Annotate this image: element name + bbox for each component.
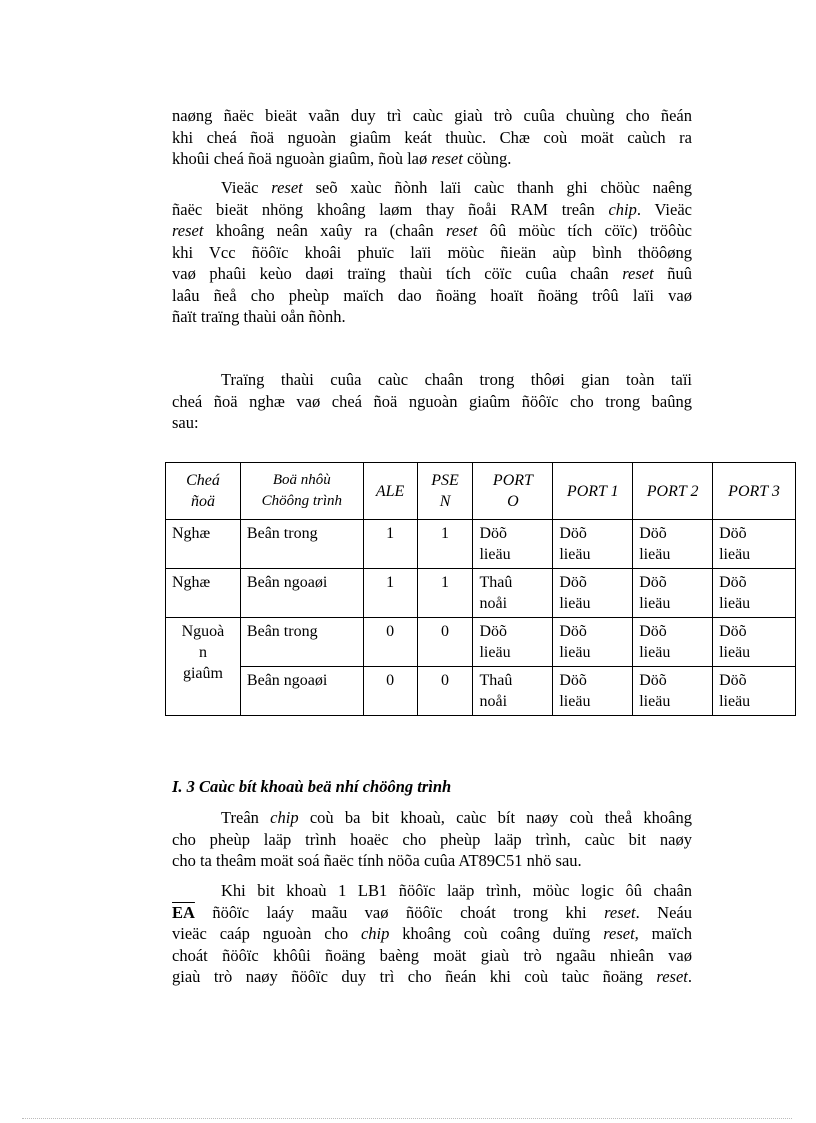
cell-port2	[633, 667, 713, 716]
table-row	[166, 520, 796, 569]
cell-text: Döõ	[559, 672, 587, 689]
text-run: khoûi cheá ñoä nguoàn giaûm, ñoù laø	[172, 149, 432, 168]
cell-text: Döõ	[719, 672, 747, 689]
cell-port1	[553, 520, 633, 569]
cell-port1	[553, 618, 633, 667]
cell-ale: 0	[363, 667, 417, 716]
text-run: khoâng neân xaûy ra (chaân	[203, 221, 446, 240]
text-run: ñaëc bieät nhöng khoâng laøm thay ñoåi RAM treân	[172, 199, 609, 219]
text-run: .	[687, 967, 692, 986]
cell-mode: Nghæ	[166, 520, 241, 569]
header-text: ñoä	[190, 493, 215, 510]
cell-mode-power-down	[166, 618, 241, 716]
text-line: Khi bit khoaù 1 LB1 ñöôïc laäp trình, möùc logic ôû chaân	[221, 881, 692, 900]
text-line: cho pheùp laäp trình hoaëc cho pheùp laäp trình, caùc bit naøy	[172, 829, 692, 849]
cell-psen: 1	[417, 569, 473, 618]
cell-ale: 0	[363, 618, 417, 667]
cell-text: giaûm	[182, 665, 223, 682]
text-line: khi cheá ñoä nguoàn giaûm keát thuùc. Chæ coù moät caùch ra	[172, 127, 692, 147]
cell-text: lieäu	[479, 546, 511, 563]
text-line	[172, 148, 692, 170]
header-program-memory	[240, 463, 363, 520]
cell-port2	[633, 569, 713, 618]
cell-text: Döõ	[719, 623, 747, 640]
header-port1: PORT 1	[553, 463, 633, 520]
paragraph-power-down-continuation	[172, 105, 692, 170]
text-run: coù ba bit khoaù, caùc bít naøy coù theå khoâng	[298, 808, 693, 827]
table-row	[166, 667, 796, 716]
italic-term: reset	[271, 178, 303, 197]
italic-term: reset	[656, 967, 688, 986]
header-port3: PORT 3	[713, 463, 796, 520]
italic-term: reset	[172, 221, 204, 240]
header-ale: ALE	[363, 463, 417, 520]
cell-port3	[713, 618, 796, 667]
paragraph-lb1	[172, 880, 692, 988]
text-line: laâu ñeå cho pheùp maïch dao ñoäng hoaït ñoäng trôû laïi vaø	[172, 285, 692, 305]
cell-text: Thaû	[479, 672, 513, 689]
italic-term: chip	[360, 924, 390, 943]
text-line	[172, 902, 692, 924]
cell-text: Döõ	[479, 623, 508, 640]
cell-text: lieäu	[639, 644, 671, 661]
cell-port3	[713, 520, 796, 569]
text-run: seõ xaùc ñònh laïi caùc thanh ghi chöùc naêng	[302, 178, 692, 197]
cell-text: lieäu	[719, 595, 751, 612]
italic-term: reset	[445, 221, 478, 240]
header-text: PSE	[431, 472, 459, 489]
italic-term: reset	[604, 902, 636, 922]
cell-text: lieäu	[719, 644, 751, 661]
cell-text: lieäu	[559, 693, 591, 710]
cell-port2	[633, 618, 713, 667]
cell-text: lieäu	[639, 693, 671, 710]
cell-text: Döõ	[559, 574, 587, 591]
cell-text: lieäu	[559, 644, 591, 661]
cell-text: Döõ	[559, 525, 587, 542]
header-port0	[473, 463, 553, 520]
cell-text: lieäu	[559, 546, 591, 563]
cell-text: Döõ	[559, 623, 587, 640]
cell-text: Döõ	[639, 574, 667, 591]
cell-port1	[553, 667, 633, 716]
cell-text: Nguoà	[181, 623, 225, 640]
text-run: ôû möùc tích cöïc) tröôùc	[477, 221, 693, 240]
text-line	[172, 807, 692, 829]
cell-port0	[473, 667, 553, 716]
cell-port0	[473, 520, 553, 569]
table-row	[166, 569, 796, 618]
text-line	[172, 263, 692, 285]
cell-ale: 1	[363, 520, 417, 569]
header-text: PORT	[492, 472, 533, 489]
section-heading: I. 3 Caùc bít khoaù beä nhí chöông trình	[172, 777, 452, 796]
cell-program-memory: Beân trong	[240, 520, 363, 569]
header-text: O	[507, 493, 519, 510]
cell-text: Döõ	[719, 525, 747, 542]
cell-psen: 0	[417, 618, 473, 667]
italic-term: chip	[270, 808, 299, 827]
cell-port3	[713, 667, 796, 716]
text-line: choát ñöôïc khôûi ñoäng baèng moät giaù trò ngaãu nhieân vaø	[172, 945, 692, 965]
table-header-row	[166, 463, 796, 520]
cell-text: Döõ	[639, 525, 667, 542]
header-text: N	[439, 493, 451, 510]
text-line: cheá ñoä nghæ vaø cheá ñoä nguoàn giaûm ñöôïc cho trong baûng	[172, 391, 692, 411]
text-line: khi Vcc ñöôïc khoâi phuïc laïi möùc ñieän aùp bình thöôøng	[172, 242, 692, 262]
cell-port3	[713, 569, 796, 618]
text-line	[172, 199, 692, 221]
text-line: cho ta theâm moät soá ñaëc tính nöõa cuûa AT89C51 nhö sau.	[172, 851, 582, 870]
italic-term: reset	[431, 149, 463, 168]
cell-mode: Nghæ	[166, 569, 241, 618]
text-run: Treân	[221, 808, 271, 827]
text-line: Traïng thaùi cuûa caùc chaân trong thôøi gian toàn taïi	[221, 370, 692, 389]
cell-program-memory: Beân trong	[240, 618, 363, 667]
text-line	[172, 966, 692, 988]
cell-program-memory: Beân ngoaøi	[240, 667, 363, 716]
cell-text: noåi	[479, 595, 508, 612]
text-run: cöùng.	[462, 149, 512, 168]
cell-port2	[633, 520, 713, 569]
text-run: khoâng coù coâng duïng	[389, 924, 604, 943]
cell-text: Döõ	[639, 672, 667, 689]
cell-program-memory: Beân ngoaøi	[240, 569, 363, 618]
italic-term: reset	[622, 264, 654, 283]
text-run: vieäc caáp nguoàn cho	[172, 924, 361, 943]
text-line	[172, 220, 692, 242]
text-run: vaø phaûi keùo daøi traïng thaùi tích cöïc cuûa chaân	[172, 264, 623, 283]
text-line	[172, 177, 692, 199]
text-line: naøng ñaëc bieät vaãn duy trì caùc giaù trò cuûa chuùng cho ñeán	[172, 106, 692, 125]
cell-text: n	[198, 644, 207, 661]
header-text: Boä nhôù	[272, 472, 331, 488]
text-run: Vieäc	[221, 178, 272, 197]
italic-term: chip	[608, 199, 637, 219]
cell-text: lieäu	[479, 644, 511, 661]
cell-text: lieäu	[639, 546, 671, 563]
text-line: ñaït traïng thaùi oån ñònh.	[172, 307, 346, 326]
cell-text: lieäu	[559, 595, 591, 612]
text-run: giaù trò naøy ñöôïc duy trì cho ñeán khi coù taùc ñoäng	[172, 967, 657, 986]
text-line	[172, 923, 692, 945]
cell-text: Döõ	[719, 574, 747, 591]
header-mode	[166, 463, 241, 520]
text-run: ñuû	[653, 264, 692, 283]
cell-text: Thaû	[479, 574, 513, 591]
cell-text: Döõ	[639, 623, 667, 640]
cell-text: lieäu	[639, 595, 671, 612]
cell-port0	[473, 618, 553, 667]
italic-term: reset,	[603, 924, 639, 943]
text-run: . Vieäc	[636, 199, 692, 219]
footer-divider	[22, 1118, 792, 1119]
paragraph-lock-bits	[172, 807, 692, 872]
header-text: Cheá	[186, 472, 220, 489]
text-run: maïch	[638, 924, 692, 943]
text-line: sau:	[172, 413, 199, 432]
cell-psen: 0	[417, 667, 473, 716]
cell-text: lieäu	[719, 546, 751, 563]
cell-text: Döõ	[479, 525, 508, 542]
cell-port1	[553, 569, 633, 618]
cell-text: noåi	[479, 693, 508, 710]
cell-ale: 1	[363, 569, 417, 618]
paragraph-reset	[172, 177, 692, 328]
cell-port0	[473, 569, 553, 618]
ea-pin-label: $\overline{EA}$	[172, 902, 195, 922]
cell-psen: 1	[417, 520, 473, 569]
header-text: Chöông trình	[261, 493, 342, 509]
header-port2: PORT 2	[633, 463, 713, 520]
paragraph-table-intro	[172, 369, 692, 434]
table-row	[166, 618, 796, 667]
pin-state-table	[165, 462, 796, 716]
text-run: . Neáu	[635, 902, 692, 922]
cell-text: lieäu	[719, 693, 751, 710]
header-psen	[417, 463, 473, 520]
text-run: ñöôïc laáy maãu vaø ñöôïc choát trong khi	[194, 902, 605, 922]
